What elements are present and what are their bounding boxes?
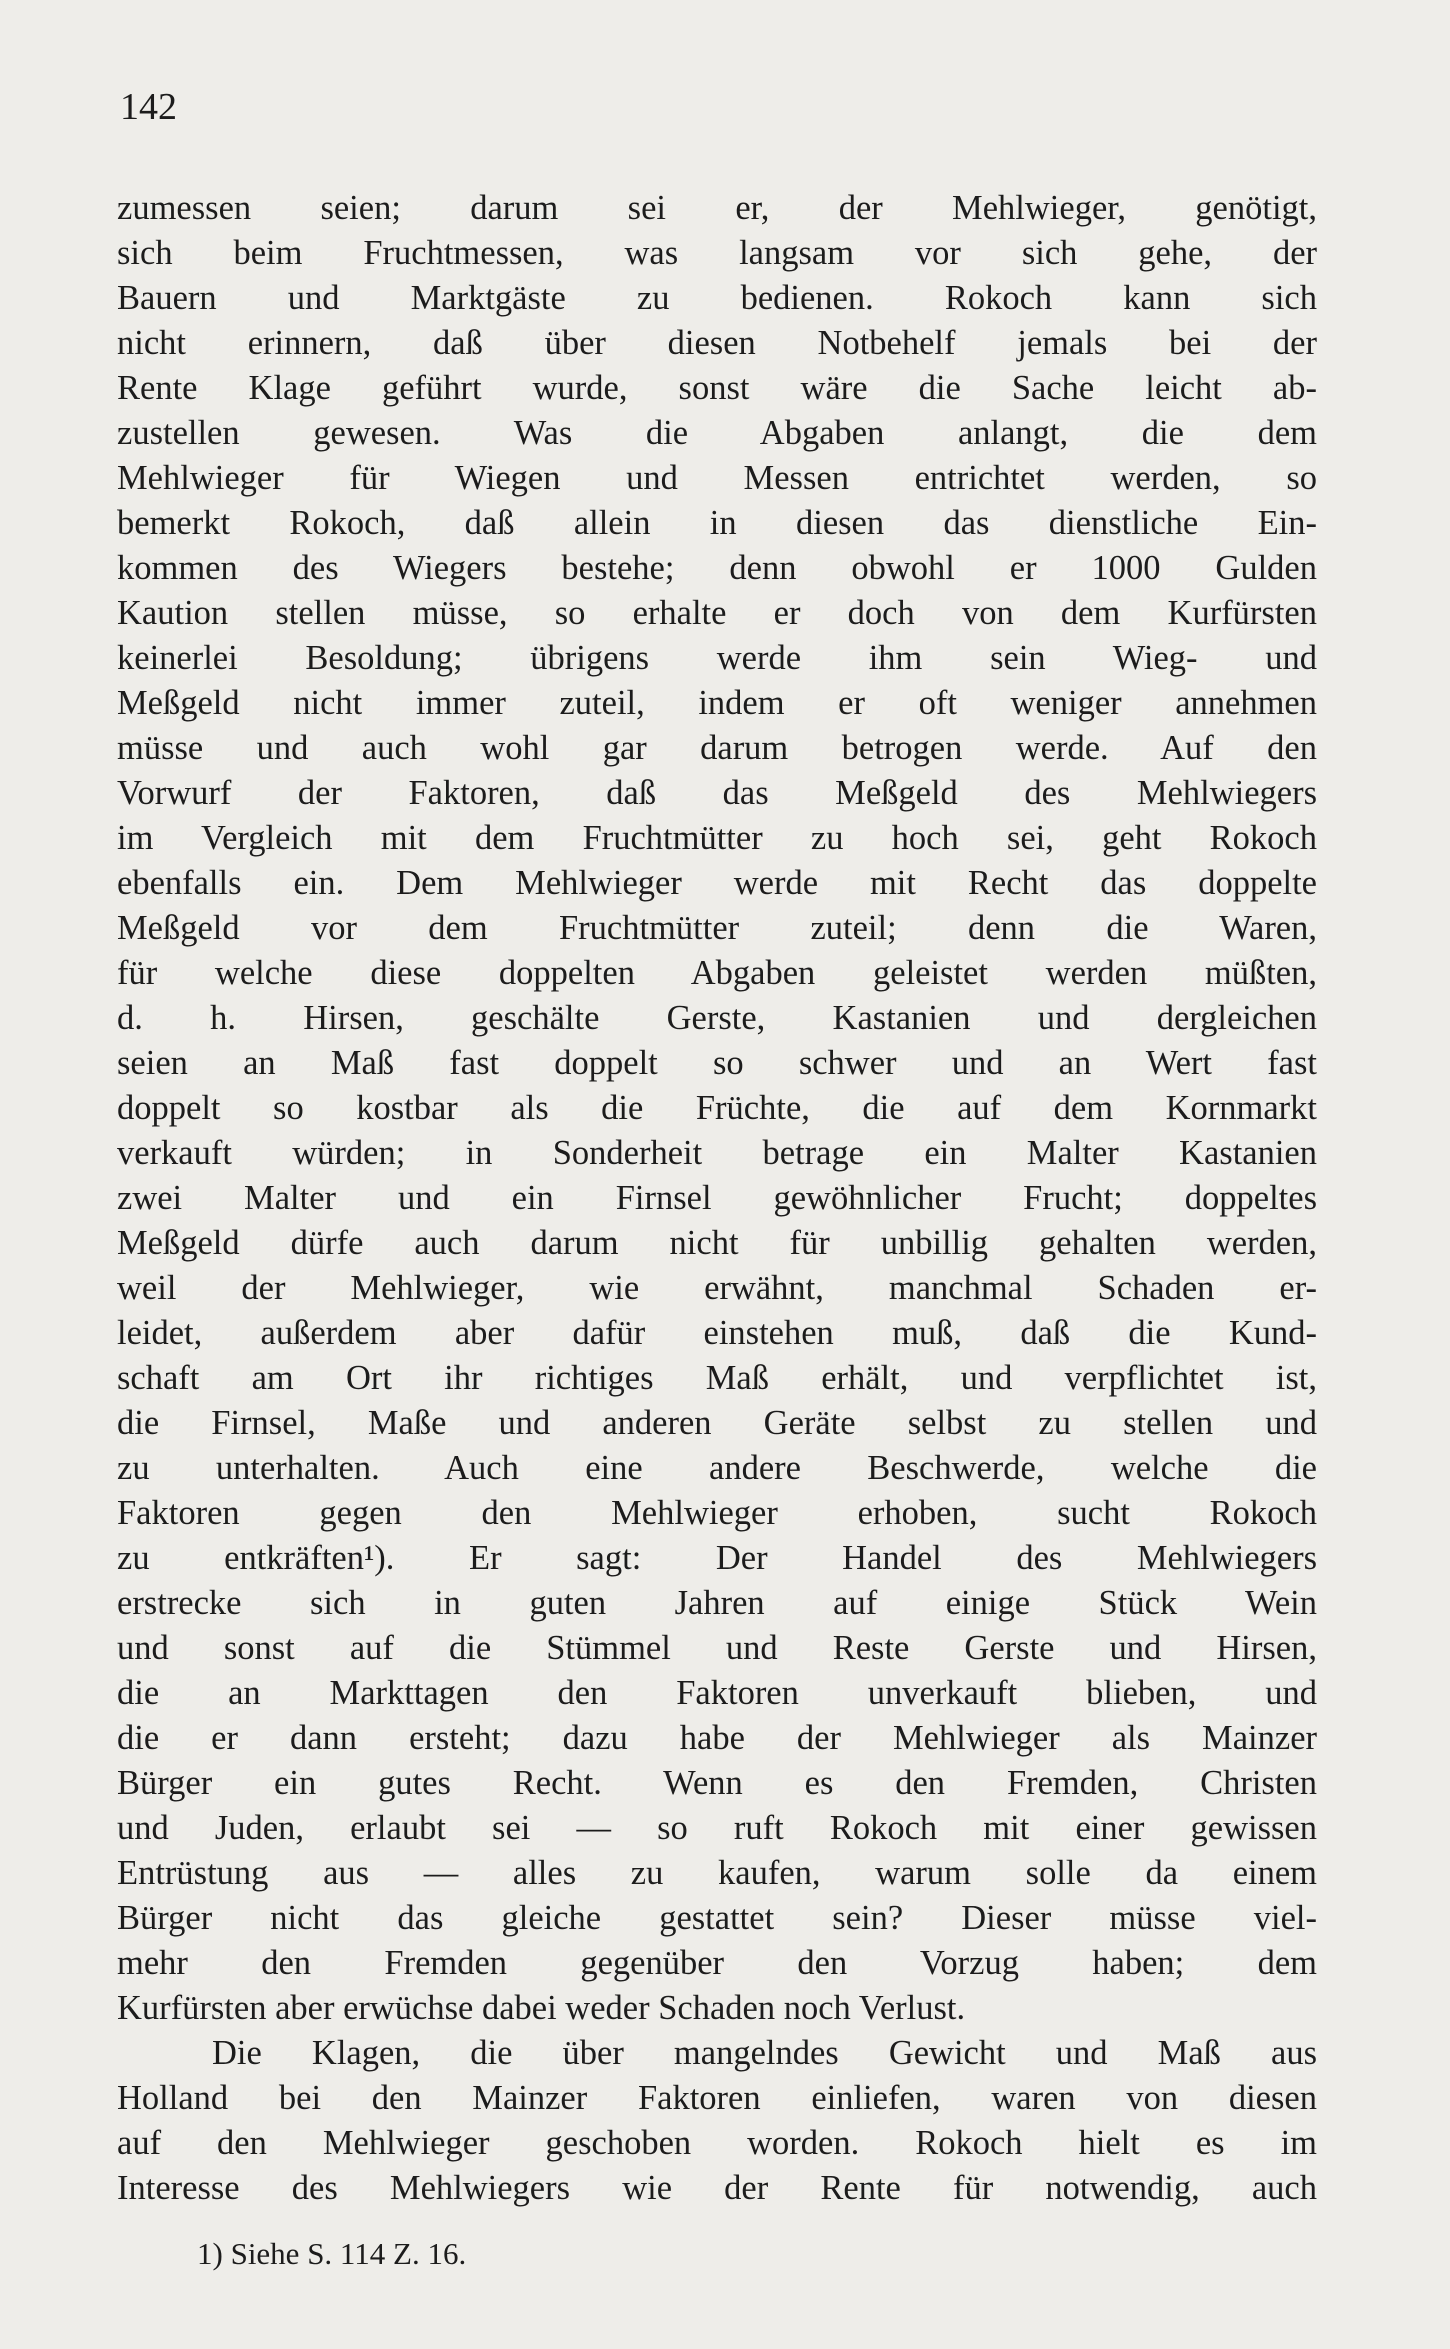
text-line: mehr den Fremden gegenüber den Vorzug haben; dem bbox=[117, 1944, 1317, 1982]
text-line: seien an Maß fast doppelt so schwer und an Wert fast bbox=[117, 1044, 1317, 1082]
text-line: Interesse des Mehlwiegers wie der Rente für notwendig, auch bbox=[117, 2169, 1317, 2207]
text-line: bemerkt Rokoch, daß allein in diesen das dienstliche Ein- bbox=[117, 504, 1317, 542]
text-line: Vorwurf der Faktoren, daß das Meßgeld des Mehlwiegers bbox=[117, 774, 1317, 812]
text-line: Entrüstung aus — alles zu kaufen, warum solle da einem bbox=[117, 1854, 1317, 1892]
text-line: sich beim Fruchtmessen, was langsam vor sich gehe, der bbox=[117, 234, 1317, 272]
text-line: Faktoren gegen den Mehlwieger erhoben, sucht Rokoch bbox=[117, 1494, 1317, 1532]
footnote: 1) Siehe S. 114 Z. 16. bbox=[197, 2236, 467, 2271]
text-line: zustellen gewesen. Was die Abgaben anlangt, die dem bbox=[117, 414, 1317, 452]
text-line: die er dann ersteht; dazu habe der Mehlwieger als Mainzer bbox=[117, 1719, 1317, 1757]
text-line: kommen des Wiegers bestehe; denn obwohl er 1000 Gulden bbox=[117, 549, 1317, 587]
text-line: leidet, außerdem aber dafür einstehen muß, daß die Kund- bbox=[117, 1314, 1317, 1352]
text-line: Meßgeld dürfe auch darum nicht für unbillig gehalten werden, bbox=[117, 1224, 1317, 1262]
text-line: die Firnsel, Maße und anderen Geräte selbst zu stellen und bbox=[117, 1404, 1317, 1442]
text-line: müsse und auch wohl gar darum betrogen werde. Auf den bbox=[117, 729, 1317, 767]
text-line: zu entkräften¹). Er sagt: Der Handel des Mehlwiegers bbox=[117, 1539, 1317, 1577]
text-line: weil der Mehlwieger, wie erwähnt, manchmal Schaden er- bbox=[117, 1269, 1317, 1307]
text-line: Rente Klage geführt wurde, sonst wäre die Sache leicht ab- bbox=[117, 369, 1317, 407]
text-line: zu unterhalten. Auch eine andere Beschwerde, welche die bbox=[117, 1449, 1317, 1487]
text-line: Holland bei den Mainzer Faktoren einliefen, waren von diesen bbox=[117, 2079, 1317, 2117]
text-line: Mehlwieger für Wiegen und Messen entrichtet werden, so bbox=[117, 459, 1317, 497]
body-text bbox=[117, 186, 1317, 2211]
text-line: Bauern und Marktgäste zu bedienen. Rokoch kann sich bbox=[117, 279, 1317, 317]
text-line: zwei Malter und ein Firnsel gewöhnlicher Frucht; doppeltes bbox=[117, 1179, 1317, 1217]
text-line: die an Markttagen den Faktoren unverkauft blieben, und bbox=[117, 1674, 1317, 1712]
page-number: 142 bbox=[120, 86, 177, 128]
text-line: und sonst auf die Stümmel und Reste Gerste und Hirsen, bbox=[117, 1629, 1317, 1667]
text-line: Meßgeld nicht immer zuteil, indem er oft weniger annehmen bbox=[117, 684, 1317, 722]
text-line: verkauft würden; in Sonderheit betrage ein Malter Kastanien bbox=[117, 1134, 1317, 1172]
text-line: Die Klagen, die über mangelndes Gewicht und Maß aus bbox=[212, 2034, 1317, 2072]
text-line: Kaution stellen müsse, so erhalte er doch von dem Kurfürsten bbox=[117, 594, 1317, 632]
text-line: Bürger ein gutes Recht. Wenn es den Fremden, Christen bbox=[117, 1764, 1317, 1802]
text-line: auf den Mehlwieger geschoben worden. Rokoch hielt es im bbox=[117, 2124, 1317, 2162]
text-line: für welche diese doppelten Abgaben geleistet werden müßten, bbox=[117, 954, 1317, 992]
text-line: doppelt so kostbar als die Früchte, die auf dem Kornmarkt bbox=[117, 1089, 1317, 1127]
text-line: nicht erinnern, daß über diesen Notbehelf jemals bei der bbox=[117, 324, 1317, 362]
text-line: Bürger nicht das gleiche gestattet sein? Dieser müsse viel- bbox=[117, 1899, 1317, 1937]
text-line: Kurfürsten aber erwüchse dabei weder Schaden noch Verlust. bbox=[117, 1989, 966, 2027]
text-line: im Vergleich mit dem Fruchtmütter zu hoch sei, geht Rokoch bbox=[117, 819, 1317, 857]
text-line: und Juden, erlaubt sei — so ruft Rokoch mit einer gewissen bbox=[117, 1809, 1317, 1847]
text-line: zumessen seien; darum sei er, der Mehlwieger, genötigt, bbox=[117, 189, 1317, 227]
text-line: erstrecke sich in guten Jahren auf einige Stück Wein bbox=[117, 1584, 1317, 1622]
text-line: d. h. Hirsen, geschälte Gerste, Kastanien und dergleichen bbox=[117, 999, 1317, 1037]
text-line: schaft am Ort ihr richtiges Maß erhält, und verpflichtet ist, bbox=[117, 1359, 1317, 1397]
text-line: Meßgeld vor dem Fruchtmütter zuteil; denn die Waren, bbox=[117, 909, 1317, 947]
text-line: keinerlei Besoldung; übrigens werde ihm sein Wieg- und bbox=[117, 639, 1317, 677]
text-line: ebenfalls ein. Dem Mehlwieger werde mit Recht das doppelte bbox=[117, 864, 1317, 902]
